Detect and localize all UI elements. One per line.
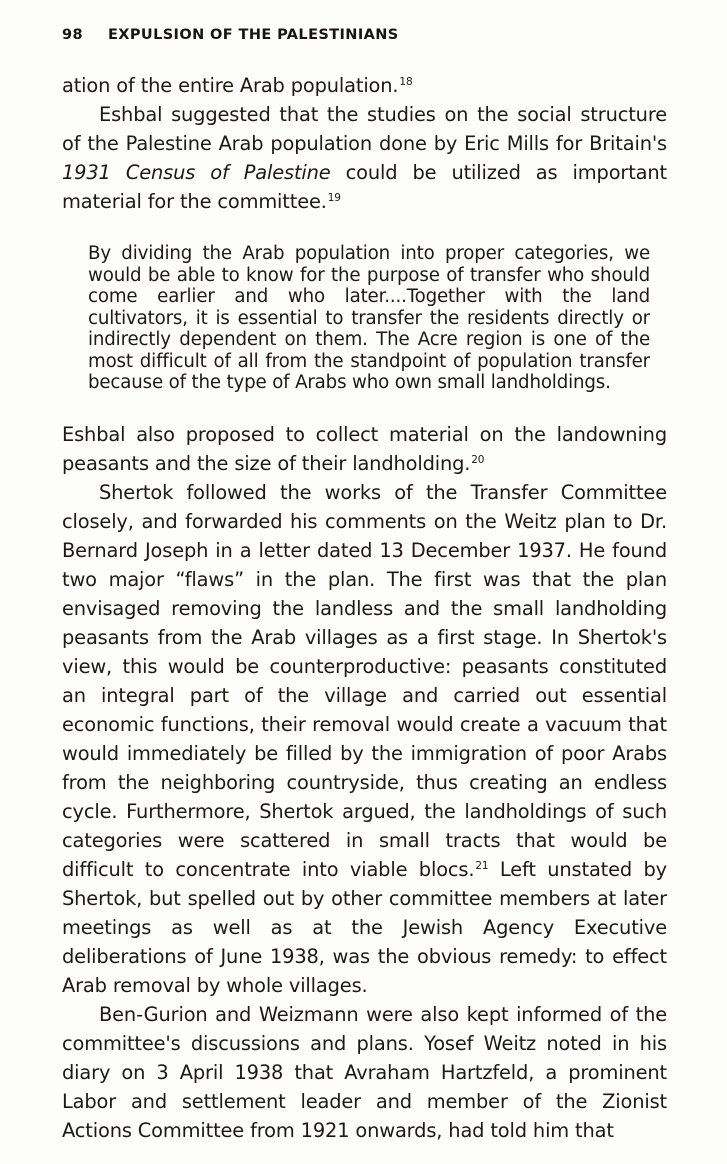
footnote-reference: 21 (475, 859, 489, 872)
block-quote (88, 243, 650, 394)
text-run: Shertok followed the works of the Transfer Committee closely, and forwarded his comments on the Weitz plan to Dr. Bernard Joseph in a letter dated 13 December 1937. He found two major “flaws” in the plan. The first was that the plan envisaged removing the landless and the small landholding peasants from the Arab villages as a first stage. In Shertok's view, this would be counterproductive: peasants constituted an integral part of the village and carried out essential economic functions, their removal would create a vacuum that would immediately be filled by the immigration of poor Arabs from the neighboring countryside, thus creating an endless cycle. Furthermore, Shertok argued, the landholdings of such categories were scattered in small tracts that would be difficult to concentrate into viable blocs. (62, 480, 667, 881)
running-title: EXPULSION OF THE PALESTINIANS (107, 27, 399, 43)
page-header (62, 27, 667, 43)
text-run: Ben-Gurion and Weizmann were also kept informed of the committee's discussions and plans. Yosef Weitz noted in his diary on 3 April 1938 that Avraham Hartzfeld, a prominent Labor and settlement leader and member of the Zionist Actions Committee from 1921 onwards, had told him that (62, 1002, 667, 1142)
footnote-reference: 19 (327, 192, 341, 204)
text-run: Left unstated by Shertok, but spelled out by other committee members at later meetings as well as at the Jewish Agency Executive deliberations of June 1938, was the obvious remedy: to effect Arab removal by whole villages. (62, 857, 668, 997)
footnote-reference: 18 (399, 76, 413, 88)
text-run: By dividing the Arab population into proper categories, we would be able to know for the purpose of transfer who should come earlier and who later....Together with the land cultivators, it is essential to transfer the residents directly or indirectly dependent on them. The Acre region is one of the most difficult of all from the standpoint of population transfer because of the type of Arabs who own small landholdings. (88, 243, 650, 393)
text-run: ation of the entire Arab population. (62, 74, 399, 97)
footnote-reference: 20 (471, 453, 485, 466)
paragraph (62, 478, 667, 1000)
paragraph (62, 420, 667, 478)
page-number: 98 (62, 27, 83, 43)
text-run: Eshbal suggested that the studies on the social structure of the Palestine Arab population done by Eric Mills for Britain's (62, 103, 667, 155)
text-run: could be utilized as important material for the committee. (62, 161, 668, 213)
page-body (62, 71, 667, 1145)
text-run: Eshbal also proposed to collect material on the landowning peasants and the size of their landholding. (62, 422, 667, 475)
paragraph (62, 1000, 667, 1145)
paragraph (62, 71, 667, 100)
italic-book-title: 1931 Census of Palestine (62, 161, 331, 184)
paragraph (62, 100, 667, 216)
